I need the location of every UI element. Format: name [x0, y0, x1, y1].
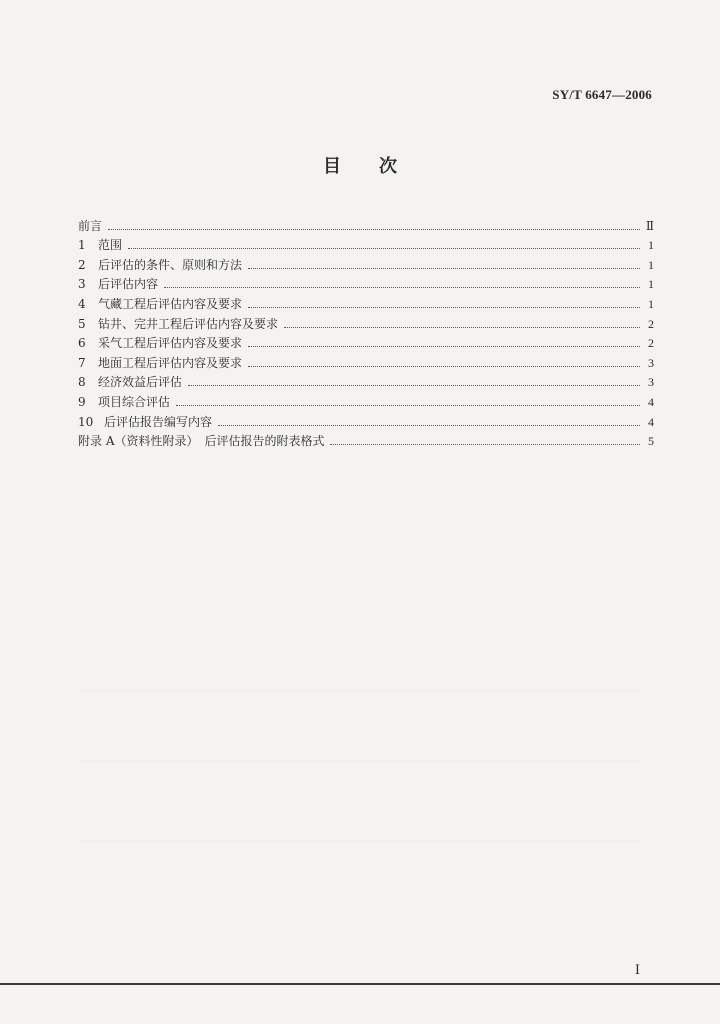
toc-page-number: 1	[648, 296, 654, 311]
toc-label: 经济效益后评估	[98, 375, 183, 390]
leader-dots	[108, 228, 640, 230]
toc-page-number: 1	[648, 277, 654, 292]
toc-label: 钻井、完井工程后评估内容及要求	[98, 316, 279, 331]
toc-page-number: 2	[648, 316, 654, 331]
toc-label: 后评估的条件、原则和方法	[98, 257, 243, 272]
standard-code: SY/T 6647—2006	[552, 87, 652, 102]
toc-entry[interactable]	[78, 213, 654, 233]
toc-page-number: 5	[648, 434, 654, 449]
toc-section-number: 3	[78, 277, 86, 292]
toc-section-number: 8	[78, 375, 86, 390]
toc-label: 范围	[98, 238, 123, 253]
bleed-through-mark	[80, 840, 640, 842]
leader-dots	[248, 306, 640, 308]
toc-entry[interactable]	[78, 291, 654, 311]
toc-label: 后评估报告编写内容	[104, 414, 213, 429]
toc-page-number: 1	[648, 257, 654, 272]
toc-page-number: Ⅱ	[645, 218, 654, 233]
toc-entry[interactable]	[78, 370, 654, 390]
toc-entry[interactable]	[78, 252, 654, 272]
leader-dots	[188, 384, 640, 386]
toc-entry[interactable]	[78, 429, 654, 449]
toc-entry[interactable]	[78, 311, 654, 331]
leader-dots	[218, 424, 640, 426]
leader-dots	[248, 267, 640, 269]
toc-label: 后评估内容	[98, 277, 159, 292]
toc-entry[interactable]	[78, 350, 654, 370]
toc-section-number: 10	[78, 414, 94, 429]
toc-label: 前言	[78, 218, 103, 233]
leader-dots	[176, 404, 640, 406]
toc-page-number: 1	[648, 238, 654, 253]
leader-dots	[248, 345, 640, 347]
leader-dots	[164, 286, 640, 288]
page-title	[0, 152, 720, 178]
toc-label: 气藏工程后评估内容及要求	[98, 296, 243, 311]
toc-label: 项目综合评估	[98, 394, 171, 409]
toc-entry[interactable]	[78, 409, 654, 429]
leader-dots	[284, 326, 640, 328]
bleed-through-mark	[80, 690, 640, 692]
toc-page-number: 4	[648, 394, 654, 409]
toc-label: 附录 A（资料性附录） 后评估报告的附表格式	[78, 434, 325, 449]
toc-label: 地面工程后评估内容及要求	[98, 355, 243, 370]
toc-entry[interactable]	[78, 331, 654, 351]
toc-page-number: 3	[648, 375, 654, 390]
toc-page-number: 4	[648, 414, 654, 429]
toc-section-number: 1	[78, 238, 86, 253]
title-char: 目	[323, 156, 341, 177]
toc-section-number: 5	[78, 316, 86, 331]
leader-dots	[248, 365, 640, 367]
toc-section-number: 2	[78, 257, 86, 272]
table-of-contents	[78, 213, 654, 448]
toc-entry[interactable]	[78, 389, 654, 409]
toc-entry[interactable]	[78, 233, 654, 253]
toc-entry[interactable]	[78, 272, 654, 292]
toc-section-number: 7	[78, 355, 86, 370]
toc-section-number: 4	[78, 296, 86, 311]
bleed-through-mark	[80, 760, 640, 762]
toc-label: 采气工程后评估内容及要求	[98, 336, 243, 351]
toc-section-number: 9	[78, 394, 86, 409]
leader-dots	[128, 247, 640, 249]
toc-page-number: 2	[648, 336, 654, 351]
toc-page-number: 3	[648, 355, 654, 370]
leader-dots	[330, 443, 640, 445]
page-number: Ⅰ	[634, 962, 640, 977]
bottom-rule	[0, 983, 720, 985]
toc-section-number: 6	[78, 336, 86, 351]
title-char: 次	[379, 156, 397, 177]
